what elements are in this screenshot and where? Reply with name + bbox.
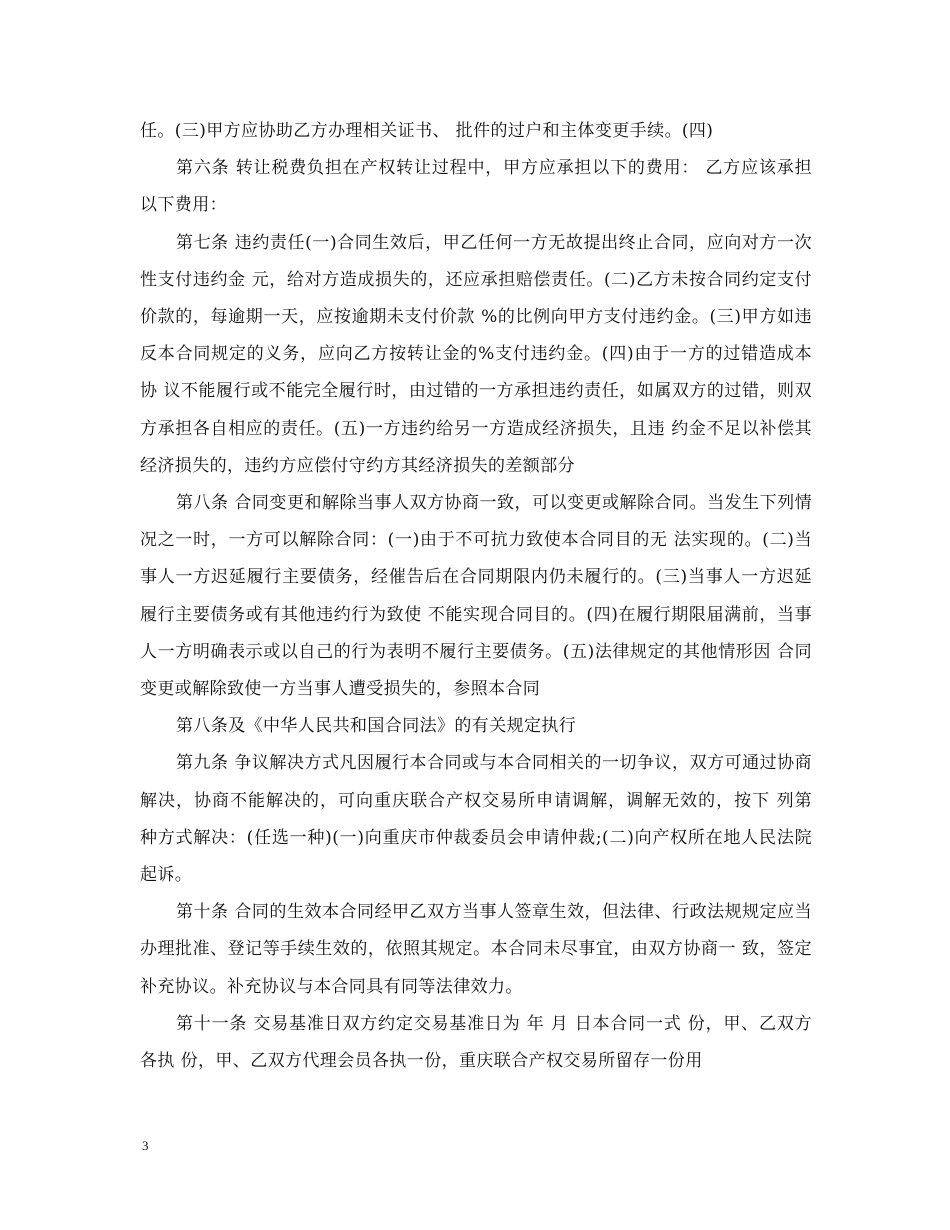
paragraph-article-9: 第九条 争议解决方式凡因履行本合同或与本合同相关的一切争议，双方可通过协商解决，协商不能解决的，可向重庆联合产权交易所申请调解，调解无效的，按下 列第 种方式解决：(任选一种)(一)向重庆市仲裁委员会申请仲裁;(二)向产权所在地人民法院起诉。 <box>140 753 812 886</box>
document-body <box>140 113 812 1080</box>
paragraph-article-10: 第十条 合同的生效本合同经甲乙双方当事人签章生效，但法律、行政法规规定应当办理批准、登记等手续生效的，依照其规定。本合同未尽事宜，由双方协商一 致，签定补充协议。补充协议与本合同具有同等法律效力。 <box>140 902 812 997</box>
paragraph-article-11: 第十一条 交易基准日双方约定交易基准日为 年 月 日本合同一式 份，甲、乙双方各执 份，甲、乙双方代理会员各执一份，重庆联合产权交易所留存一份用 <box>140 1013 812 1072</box>
paragraph-article-6: 第六条 转让税费负担在产权转让过程中，甲方应承担以下的费用： 乙方应该承担以下费用： <box>140 158 812 216</box>
paragraph-article-8-reference: 第八条及《中华人民共和国合同法》的有关规定执行 <box>176 716 577 737</box>
paragraph-continuation: 任。(三)甲方应协助乙方办理相关证书、 批件的过户和主体变更手续。(四) <box>140 121 714 141</box>
paragraph-article-7: 第七条 违约责任(一)合同生效后，甲乙任何一方无故提出终止合同，应向对方一次性支付违约金 元，给对方造成损失的，还应承担赔偿责任。(二)乙方未按合同约定支付价款的，每逾期一天，应按逾期未支付价款 %的比例向甲方支付违约金。(三)甲方如违反本合同规定的义务，应向乙方按转让金的%支付违约金。(四)由于一方的过错造成本协 议不能履行或不能完全履行时，由过错的一方承担违约责任，如属双方的过错，则双方承担各自相应的责任。(五)一方违约给另一方造成经济损失，且违 约金不足以补偿其经济损失的，违约方应偿付守约方其经济损失的差额部分 <box>140 232 812 476</box>
page-number: 3 <box>142 1138 149 1153</box>
paragraph-article-8: 第八条 合同变更和解除当事人双方协商一致，可以变更或解除合同。当发生下列情况之一时，一方可以解除合同：(一)由于不可抗力致使本合同目的无 法实现的。(二)当事人一方迟延履行主要债务，经催告后在合同期限内仍未履行的。(三)当事人一方迟延履行主要债务或有其他违约行为致使 不能实现合同目的。(四)在履行期限届满前，当事人一方明确表示或以自己的行为表明不履行主要债务。(五)法律规定的其他情形因 合同变更或解除致使一方当事人遭受损失的，参照本合同 <box>140 493 812 700</box>
